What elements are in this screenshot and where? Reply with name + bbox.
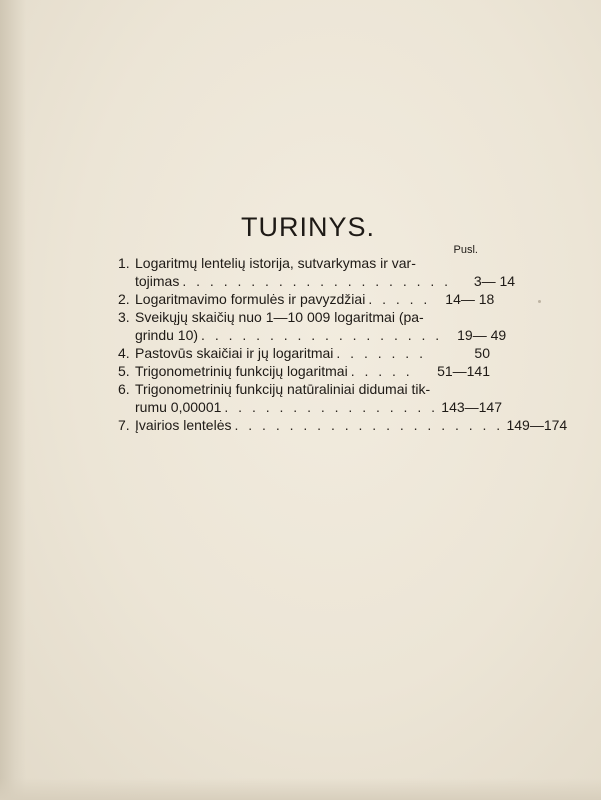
- toc-page-range: 14— 18: [445, 291, 495, 307]
- toc-entry-2: [118, 290, 495, 308]
- toc-page-range: 143—147: [441, 399, 502, 415]
- page-gutter-shadow: [0, 0, 26, 800]
- toc-entry-number: 7.: [118, 417, 130, 433]
- toc-entry-3-line2: [118, 326, 507, 344]
- toc-entry-6-line1: [118, 380, 490, 398]
- toc-entry-number: 4.: [118, 345, 130, 361]
- toc-dot-leader: . . . . . . . . . . . . . . . .: [224, 399, 438, 415]
- toc-entry-title: Trigonometrinių funkcijų logaritmai: [135, 363, 348, 379]
- toc-entry-number: 2.: [118, 291, 130, 307]
- table-of-contents: [118, 210, 568, 433]
- toc-entry-1-line2: [118, 272, 516, 290]
- toc-entry-7: [118, 416, 568, 434]
- toc-entry-title: Sveikųjų skaičių nuo 1—10 009 logaritmai (pa-: [135, 309, 424, 325]
- toc-dot-leader: . . . . . . . . . . . . . . . . . . . .: [234, 417, 504, 433]
- toc-page-range: 3— 14: [473, 273, 516, 289]
- pages-column-header: Pusl.: [453, 244, 478, 256]
- paper-speck: [538, 300, 541, 303]
- page-title: TURINYS.: [240, 212, 375, 242]
- toc-entry-number: 5.: [118, 363, 130, 379]
- toc-entry-title: Trigonometrinių funkcijų natūraliniai didumai tik-: [135, 381, 431, 397]
- toc-entry-title-continued: rumu 0,00001: [135, 399, 222, 415]
- toc-entry-1-line1: [118, 254, 490, 272]
- toc-entry-title: Logaritmavimo formulės ir pavyzdžiai: [135, 291, 366, 307]
- toc-entry-title: Pastovūs skaičiai ir jų logaritmai: [135, 345, 334, 361]
- toc-dot-leader: . . . . . . . . . . . . . . . . . .: [201, 327, 443, 343]
- toc-entry-number: 6.: [118, 381, 130, 397]
- toc-dot-leader: . . . . . . .: [336, 345, 426, 361]
- toc-page-range: 51—141: [437, 363, 490, 379]
- toc-entry-4: [118, 344, 490, 362]
- toc-entry-title-continued: tojimas: [135, 273, 180, 289]
- toc-entry-title: Įvairios lentelės: [135, 417, 232, 433]
- toc-dot-leader: . . . . .: [350, 363, 413, 379]
- toc-page-range: 19— 49: [457, 327, 507, 343]
- toc-dot-leader: . . . . .: [368, 291, 431, 307]
- toc-page-range: 149—174: [506, 417, 568, 433]
- toc-dot-leader: . . . . . . . . . . . . . . . . . . . .: [182, 273, 452, 289]
- page-bottom-shadow: [0, 778, 601, 800]
- toc-entry-6-line2: [118, 398, 502, 416]
- toc-entry-5: [118, 362, 490, 380]
- toc-list: [118, 254, 568, 434]
- toc-entry-number: 1.: [118, 255, 130, 271]
- toc-entry-3-line1: [118, 308, 490, 326]
- toc-page-range: 50: [474, 345, 490, 361]
- toc-entry-title: Logaritmų lentelių istorija, sutvarkymas ir var-: [135, 255, 416, 271]
- toc-entry-title-continued: grindu 10): [135, 327, 199, 343]
- toc-entry-number: 3.: [118, 309, 130, 325]
